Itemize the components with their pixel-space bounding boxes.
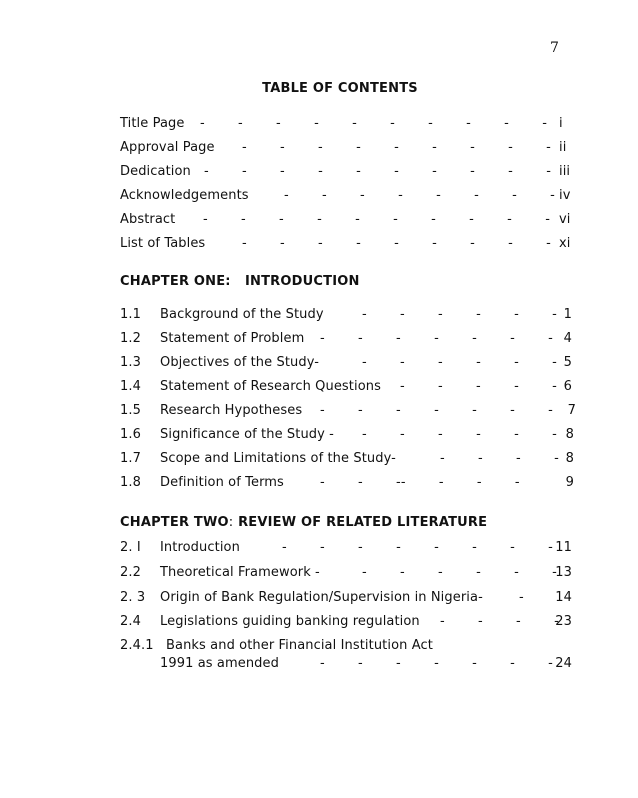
- leader-dashes: - - - - - - -: [320, 331, 553, 346]
- toc-row: [0, 451, 638, 469]
- toc-row: [0, 590, 638, 608]
- section-number: 1.5: [120, 403, 141, 418]
- leader-dashes: - - - - - -: [362, 565, 557, 580]
- leader-dashes: - - - - - -: [362, 427, 557, 442]
- leader-dashes: - - - -: [440, 614, 559, 629]
- leader-dashes: - - -- - - -: [320, 475, 520, 490]
- toc-page-number: 1: [563, 307, 572, 322]
- section-title: Statement of Research Questions: [160, 379, 381, 394]
- toc-page-number: 24: [555, 656, 572, 671]
- toc-page-number: 6: [563, 379, 572, 394]
- section-title: Research Hypotheses: [160, 403, 303, 418]
- chapter-title: REVIEW OF RELATED LITERATURE: [238, 515, 488, 530]
- leader-dashes: - - - - - -: [362, 355, 557, 370]
- toc-row-list-of-tables: [0, 236, 638, 254]
- toc-entry-text: Dedication: [120, 164, 191, 179]
- toc-row: [0, 614, 638, 632]
- toc-page-number: 5: [563, 355, 572, 370]
- section-number: 2.4: [120, 614, 141, 629]
- section-title: Introduction: [160, 540, 240, 555]
- toc-page-number: 9: [565, 475, 574, 490]
- toc-row-title-page: [0, 116, 638, 134]
- section-title-continued: 1991 as amended: [160, 656, 279, 671]
- section-number: 1.2: [120, 331, 141, 346]
- toc-entry-text: List of Tables: [120, 236, 206, 251]
- toc-page-number: 13: [555, 565, 572, 580]
- toc-page-number: 4: [563, 331, 572, 346]
- leader-dashes: - - - - - -: [362, 307, 557, 322]
- section-number: 2.2: [120, 565, 141, 580]
- toc-page-number: 14: [555, 590, 572, 605]
- toc-entry-text: Abstract: [120, 212, 176, 227]
- toc-entry-text: Approval Page: [120, 140, 215, 155]
- chapter-title: INTRODUCTION: [245, 274, 360, 289]
- section-title: Statement of Problem: [160, 331, 305, 346]
- toc-row: [0, 355, 638, 373]
- section-title: Significance of the Study -: [160, 427, 334, 442]
- toc-row-dedication: [0, 164, 638, 182]
- leader-dashes: - - - - - - -: [320, 403, 553, 418]
- page-number: 7: [550, 40, 559, 56]
- leader-dashes: - - - - - - - - -: [242, 140, 551, 155]
- leader-dashes: - - - - - - - - -: [242, 236, 551, 251]
- section-number: 2. 3: [120, 590, 146, 605]
- toc-title: TABLE OF CONTENTS: [262, 81, 418, 96]
- leader-dashes: -: [519, 590, 524, 605]
- toc-row: [0, 331, 638, 349]
- toc-entry-text: Acknowledgements: [120, 188, 249, 203]
- section-number: 1.1: [120, 307, 141, 322]
- toc-row: [0, 565, 638, 583]
- toc-page-number: vi: [559, 212, 571, 227]
- toc-page-number: 8: [565, 451, 574, 466]
- toc-row-multiline: [0, 638, 638, 678]
- section-number: 1.7: [120, 451, 141, 466]
- section-number: 1.8: [120, 475, 141, 490]
- leader-dashes: - - - - - - - - - -: [203, 212, 550, 227]
- toc-page-number: xi: [559, 236, 571, 251]
- toc-page-number: iv: [559, 188, 571, 203]
- section-title: Theoretical Framework -: [160, 565, 320, 580]
- toc-row: [0, 540, 638, 558]
- section-title: Definition of Terms: [160, 475, 284, 490]
- section-number: 1.4: [120, 379, 141, 394]
- section-number: 2.4.1: [120, 638, 154, 653]
- toc-row: [0, 475, 638, 493]
- section-title: Banks and other Financial Institution Act: [166, 638, 433, 653]
- chapter-one-heading: [120, 274, 520, 292]
- leader-dashes: - - - -: [440, 451, 559, 466]
- section-number: 2. I: [120, 540, 141, 555]
- toc-page-number: 8: [565, 427, 574, 442]
- toc-row-approval-page: [0, 140, 638, 158]
- chapter-separator: :: [228, 515, 234, 530]
- section-number: 1.3: [120, 355, 141, 370]
- section-title: Origin of Bank Regulation/Supervision in Nigeria-: [160, 590, 483, 605]
- toc-row: [0, 379, 638, 397]
- leader-dashes: - - - - - - - - - -: [204, 164, 551, 179]
- toc-row: [0, 307, 638, 325]
- chapter-two-heading: [120, 515, 540, 533]
- toc-row: [0, 427, 638, 445]
- toc-entry-text: Title Page: [120, 116, 185, 131]
- toc-row-acknowledgements: [0, 188, 638, 206]
- chapter-label: CHAPTER ONE:: [120, 274, 231, 289]
- toc-page-number: ii: [559, 140, 567, 155]
- section-title: Background of the Study: [160, 307, 324, 322]
- section-title: Objectives of the Study-: [160, 355, 320, 370]
- section-number: 1.6: [120, 427, 141, 442]
- section-title: Scope and Limitations of the Study-: [160, 451, 396, 466]
- leader-dashes: - - - - - - - -: [282, 540, 553, 555]
- toc-page-number: 11: [555, 540, 572, 555]
- section-title: Legislations guiding banking regulation: [160, 614, 420, 629]
- leader-dashes: - - - - - - - - - -: [200, 116, 547, 131]
- leader-dashes: - - - - - - - -: [284, 188, 555, 203]
- toc-row-abstract: [0, 212, 638, 230]
- toc-page-number: 23: [555, 614, 572, 629]
- leader-dashes: - - - - -: [400, 379, 557, 394]
- toc-page-number: 7: [567, 403, 576, 418]
- toc-row: [0, 403, 638, 421]
- toc-page-number: i: [559, 116, 563, 131]
- chapter-label: CHAPTER TWO: [120, 515, 229, 530]
- leader-dashes: - - - - - - -: [320, 656, 553, 671]
- toc-page-number: iii: [559, 164, 571, 179]
